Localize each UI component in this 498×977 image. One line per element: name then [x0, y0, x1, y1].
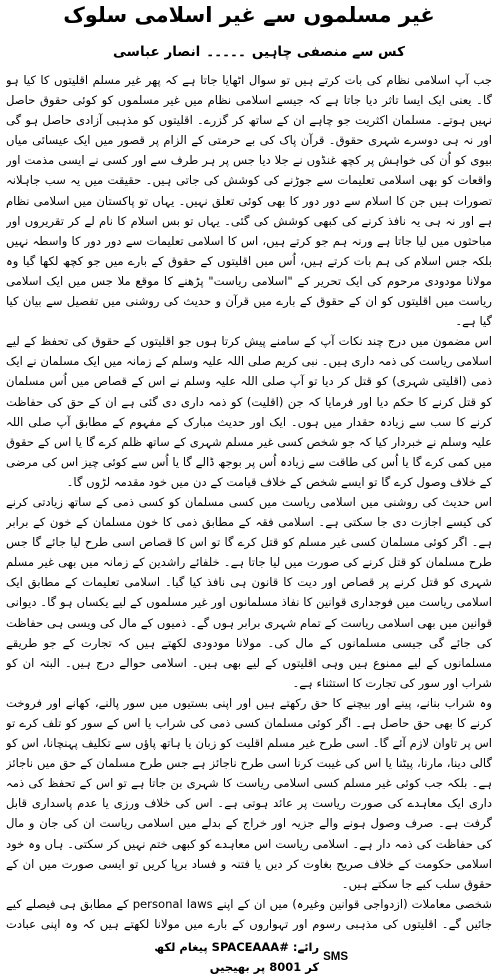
author-name: انصار عباسی: [113, 44, 201, 60]
byline-separator: ۔۔۔۔۔: [206, 44, 246, 60]
article-subtitle: کس سے منصفی چاہیں: [251, 44, 405, 60]
sms-instructions: رائے: #SPACEAAA پیغام لکھ کر 8001 پر بھیجیں: [154, 940, 320, 974]
paragraph: اس مضمون میں درج چند نکات آپ کے سامنے پیش کرتا ہوں جو اقلیتوں کے حقوق کی تحفظ کے لیے اسلامی ریاست کی ذمہ داری ہیں۔ نبی کریم صلی اللہ علیہ وسلم کے زمانہ میں ایک مسلمان نے ایک ذمی (اقلیتی شہری) کو قتل کر دیا تو آپ صلی اللہ علیہ وسلم نے اس کے قصاص میں اُس مسلمان کو قتل کرنے کا حکم دیا اور فرمایا کہ جن (اقلیت) کو ذمہ داری دی گئی ہے ان کے حق کی حفاظت کرنے کا سب سے زیادہ حقدار میں ہوں۔ ایک اور حدیث مبارک کے مفہوم کے مطابق آپ صلی اللہ علیہ وسلم نے خبردار کیا کہ جو شخص کسی غیر مسلم شہری کے ساتھ ظلم کرے گا یا اس کے حقوق میں کمی کرے گا یا اُس کی طاقت سے زیادہ اُس پر بوجھ ڈالے گا یا اُس سے کوئی چیز اس کی مرضی کے خلاف وصول کرے گا تو ایسے شخص کے خلاف قیامت کے دن میں خود مقدمہ لڑوں گا۔: [6, 334, 492, 489]
sms-label: SMS: [323, 951, 348, 963]
article-title: غیر مسلموں سے غیر اسلامی سلوک: [63, 3, 435, 27]
article-body: [6, 70, 492, 936]
paragraph: وہ شراب بنانے، پینے اور بیچنے کا حق رکھتے ہیں اور اپنی بستیوں میں سور پالنے، کھانے اور فروخت کرنے کا بھی حق حاصل ہے۔ اگر کوئی مسلمان کسی ذمی کی شراب یا اس کے سور کو تلف کرے تو اس پر تاوان لازم آئے گا۔ اسی طرح غیر مسلم اقلیت کو زبان یا ہاتھ پاؤں سے تکلیف پہنچانا، اس کو گالی دینا، مارنا، پیٹنا یا اس کی غیبت کرنا اسی طرح ناجائز ہے جس طرح مسلمان کے حق میں ناجائز ہے۔ بلکہ جب کوئی غیر مسلم کسی اسلامی ریاست کا شہری بن جاتا ہے تو اس کے تحفظ کی ذمہ داری ایک معاہدے کی صورت ریاست پر عائد ہوتی ہے۔ اس کی خلاف ورزی یا عدم پاسداری قابل گرفت ہے۔ صرف وصول ہونے والے جزیہ اور خراج کے بدلے میں اسلامی ریاست ان کی جان و مال کی حفاظت کی ذمہ دار ہے۔ اسلامی ریاست اس معاہدے کو کبھی ختم نہیں کر سکتی۔ ہاں وہ خود اسلامی حکومت کے خلاف صریح بغاوت کر دیں یا فتنہ و فساد برپا کریں تو ایسی صورت میں ان کے حقوق سلب کیے جا سکتے ہیں۔: [6, 695, 492, 891]
sms-feedback-line: [150, 940, 348, 974]
byline-row: [60, 42, 458, 62]
paragraph: شخصی معاملات (ازدواجی قوانین وغیرہ) میں ان کے اپنے personal laws کے مطابق ہی فیصلے کیے جائیں گے۔ اقلیتوں کی مذہبی رسوم اور تہواروں کے بارے میں مولانا لکھتے ہیں کہ وہ اپنی عبادت: [6, 896, 492, 931]
paragraph: اس حدیث کی روشنی میں اسلامی ریاست میں کسی مسلمان کو کسی ذمی کے ساتھ زیادتی کرنے کی کیسے اجازت دی جا سکتی ہے۔ اسلامی فقہ کے مطابق ذمی کا خون مسلمان کے خون کے برابر ہے۔ اگر کوئی مسلمان کسی غیر مسلم کو قتل کرے گا تو اس کا قصاص اسی طرح لیا جائے گا جس طرح مسلمان کو قتل کرنے کی صورت میں لیا جاتا ہے۔ خلفائے راشدین کے زمانہ میں بھی غیر مسلم شہری کو قتل کرنے پر قصاص اور دیت کا قانون ہی نافذ کیا گیا۔ اسلامی تعلیمات کے مطابق ایک اسلامی ریاست میں فوجداری قوانین کا نفاذ مسلمانوں اور غیر مسلموں کے لیے یکساں ہو گا۔ دیوانی قوانین میں بھی اسلامی ریاست کے تمام شہری برابر ہوں گے۔ ذمیوں کے مال کی ویسی ہی حفاظت کی جائے گی جیسی مسلمانوں کے مال کی۔ مولانا مودودی لکھتے ہیں کہ تجارت کے جو طریقے مسلمانوں کے لیے ممنوع ہیں وہی اقلیتوں کے لیے بھی ہیں۔ اسلامی حوالے درج ہیں۔ البتہ ان کو شراب اور سور کی تجارت کا استثناء ہے۔: [6, 494, 492, 690]
paragraph: جب آپ اسلامی نظام کی بات کرتے ہیں تو سوال اٹھایا جاتا ہے کہ پھر غیر مسلم اقلیتوں کا کیا ہو گا۔ یعنی ایک ایسا تاثر دیا جاتا ہے کہ جیسے اسلامی نظام میں غیر مسلموں کو کوئی حقوق حاصل نہیں ہوتے۔ مسلمان اکثریت جو چاہے ان کے ساتھ کر گزرے۔ اقلیتوں کو مذہبی آزادی حاصل ہو گی اور نہ ہی دوسرے شہری حقوق۔ قرآن پاک کی بے حرمتی کے الزام پر قصور میں ایک عیسائی میاں بیوی کو اُن کی خواہش پر کچھ غنڈوں نے جلا دیا جس پر ہر طرف سے اور کسی نے ایسی مذمت اور واقعات کو بھی اسلامی تعلیمات سے جوڑنے کی کوشش کی جاتی ہیں۔ حقیقت میں یہ سب جاہلانہ تصورات ہیں جن کا اسلام سے دور دور کا بھی کوئی تعلق نہیں۔ یہاں تو پاکستان میں اسلامی نظام ہے اور نہ ہی یہ نافذ کرنے کی کبھی کوشش کی گئی۔ یہاں تو بس اسلام کا نام لے کر تقریروں اور مباحثوں میں لیا جاتا ہے ورنہ ہم جو کرتے ہیں، اس کا اسلامی تعلیمات سے دور دور کا واسطہ نہیں بلکہ جس اسلام کی ہم بات کرتے ہیں، اُس میں اقلیتوں کے حقوق کے بارے میں جو کچھ لکھا گیا وہ مولانا مودودی مرحوم کی ایک تحریر کے "اسلامی ریاست" پڑھنے کا موقع ملا جس میں ایک اسلامی ریاست میں اقلیتوں کو ان کے حقوق کے بارے میں قرآن و حدیث کی روشنی میں تفصیل سے بیان کیا گیا ہے۔: [6, 73, 492, 329]
